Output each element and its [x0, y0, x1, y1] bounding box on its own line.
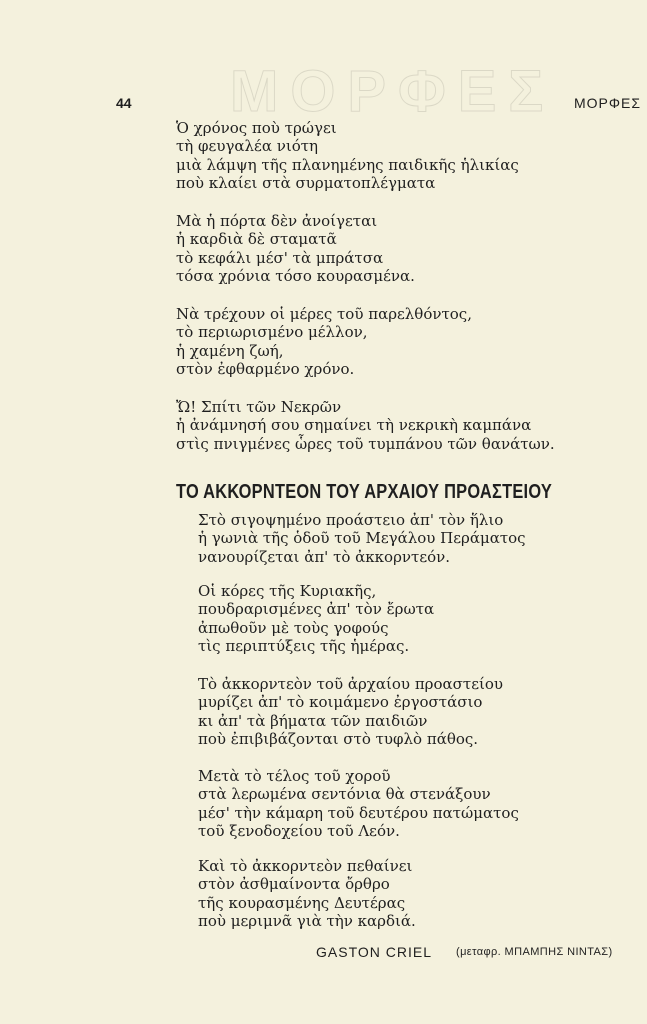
poem-line: τὴ φευγαλέα νιότη — [176, 137, 319, 156]
poem-line: τῆς κουρασμένης Δευτέρας — [198, 893, 406, 912]
watermark: ΜΟΡΦΕΣ — [230, 59, 556, 124]
running-title: ΜΟΡΦΕΣ — [573, 95, 641, 111]
poem2-stanza — [198, 582, 434, 655]
poem-line: ἡ γωνιὰ τῆς ὁδοῦ τοῦ Μεγάλου Περάματος — [198, 529, 526, 548]
poem1-stanza — [176, 305, 472, 378]
page-header — [0, 95, 647, 119]
poem-line: ἡ χαμένη ζωή, — [176, 341, 284, 360]
poem-line: Οἱ κόρες τῆς Κυριακῆς, — [198, 582, 377, 600]
poem-line: τὸ περιωρισμένο μέλλον, — [176, 323, 368, 342]
poem1-stanza — [176, 119, 519, 192]
poem-line: κι ἀπ' τὰ βήματα τῶν παιδιῶν — [198, 711, 428, 730]
poem-line: μιὰ λάμψη τῆς πλανημένης παιδικῆς ἡλικίας — [176, 155, 519, 174]
poem2-stanza — [198, 511, 526, 566]
poem-line: Στὸ σιγοψημένο προάστειο ἀπ' τὸν ἥλιο — [198, 511, 504, 529]
poem-line: Μετὰ τὸ τέλος τοῦ χοροῦ — [198, 767, 391, 785]
translator-credit: (μεταφρ. ΜΠΑΜΠΗΣ ΝΙΝΤΑΣ) — [456, 946, 613, 958]
poem-line: ποὺ ἐπιβιβάζονται στὸ τυφλὸ πάθος. — [198, 729, 479, 748]
poem-line: νανουρίζεται ἀπ' τὸ ἀκκορντεόν. — [198, 547, 451, 566]
page-number: 44 — [116, 95, 132, 111]
poem-line: Μὰ ἡ πόρτα δὲν ἀνοίγεται — [176, 212, 378, 230]
poem1-stanza — [176, 212, 415, 285]
poem-line: στὸν ἀσθμαίνοντα ὄρθρο — [198, 875, 390, 894]
poem-line: Ὁ χρόνος ποὺ τρώγει — [176, 119, 337, 137]
poem-line: στὸν ἐφθαρμένο χρόνο. — [176, 359, 355, 378]
poem2-stanza — [198, 675, 503, 748]
credits — [0, 944, 647, 966]
poem-line: Νὰ τρέχουν οἱ μέρες τοῦ παρελθόντος, — [176, 305, 472, 323]
poem-line: τὶς περιπτύξεις τῆς ἡμέρας. — [198, 636, 410, 655]
poem-line: ποὺ κλαίει στὰ συρματοπλέγματα — [176, 173, 436, 192]
poem-line: στὶς πνιγμένες ὧρες τοῦ τυμπάνου τῶν θανάτων. — [176, 434, 555, 453]
poem-title: ΤΟ ΑΚΚΟΡΝΤΕΟΝ ΤΟΥ ΑΡΧΑΙΟΥ ΠΡΟΑΣΤΕΙΟΥ — [176, 481, 553, 503]
poem-line: ἡ ἀνάμνησή σου σημαίνει τὴ νεκρικὴ καμπάνα — [176, 416, 532, 435]
poem-line: ἀπωθοῦν μὲ τοὺς γοφούς — [198, 618, 389, 637]
poem-line: μυρίζει ἀπ' τὸ κοιμάμενο ἐργοστάσιο — [198, 693, 483, 712]
poem-line: πουδραρισμένες ἀπ' τὸν ἔρωτα — [198, 600, 435, 619]
poem-line: ἡ καρδιὰ δὲ σταματᾶ — [176, 230, 337, 249]
poem2-stanza — [198, 857, 416, 930]
author-name: GASTON CRIEL — [316, 944, 432, 960]
poem-line: Καὶ τὸ ἀκκορντεὸν πεθαίνει — [198, 857, 413, 875]
poem1-stanza — [176, 398, 555, 453]
poem-line: ποὺ μεριμνᾶ γιὰ τὴν καρδιά. — [198, 911, 416, 930]
poem-line: τοῦ ξενοδοχείου τοῦ Λεόν. — [198, 821, 400, 840]
poem-line: Τὸ ἀκκορντεὸν τοῦ ἀρχαίου προαστείου — [198, 675, 503, 693]
poem-line: τὸ κεφάλι μέσ' τὰ μπράτσα — [176, 248, 384, 267]
poem-line: στὰ λερωμένα σεντόνια θὰ στενάξουν — [198, 785, 491, 804]
poem-line: Ὤ! Σπίτι τῶν Νεκρῶν — [176, 398, 342, 416]
poem2-stanza — [198, 767, 519, 840]
poem-line: τόσα χρόνια τόσο κουρασμένα. — [176, 266, 415, 285]
poem-line: μέσ' τὴν κάμαρη τοῦ δευτέρου πατώματος — [198, 803, 519, 822]
